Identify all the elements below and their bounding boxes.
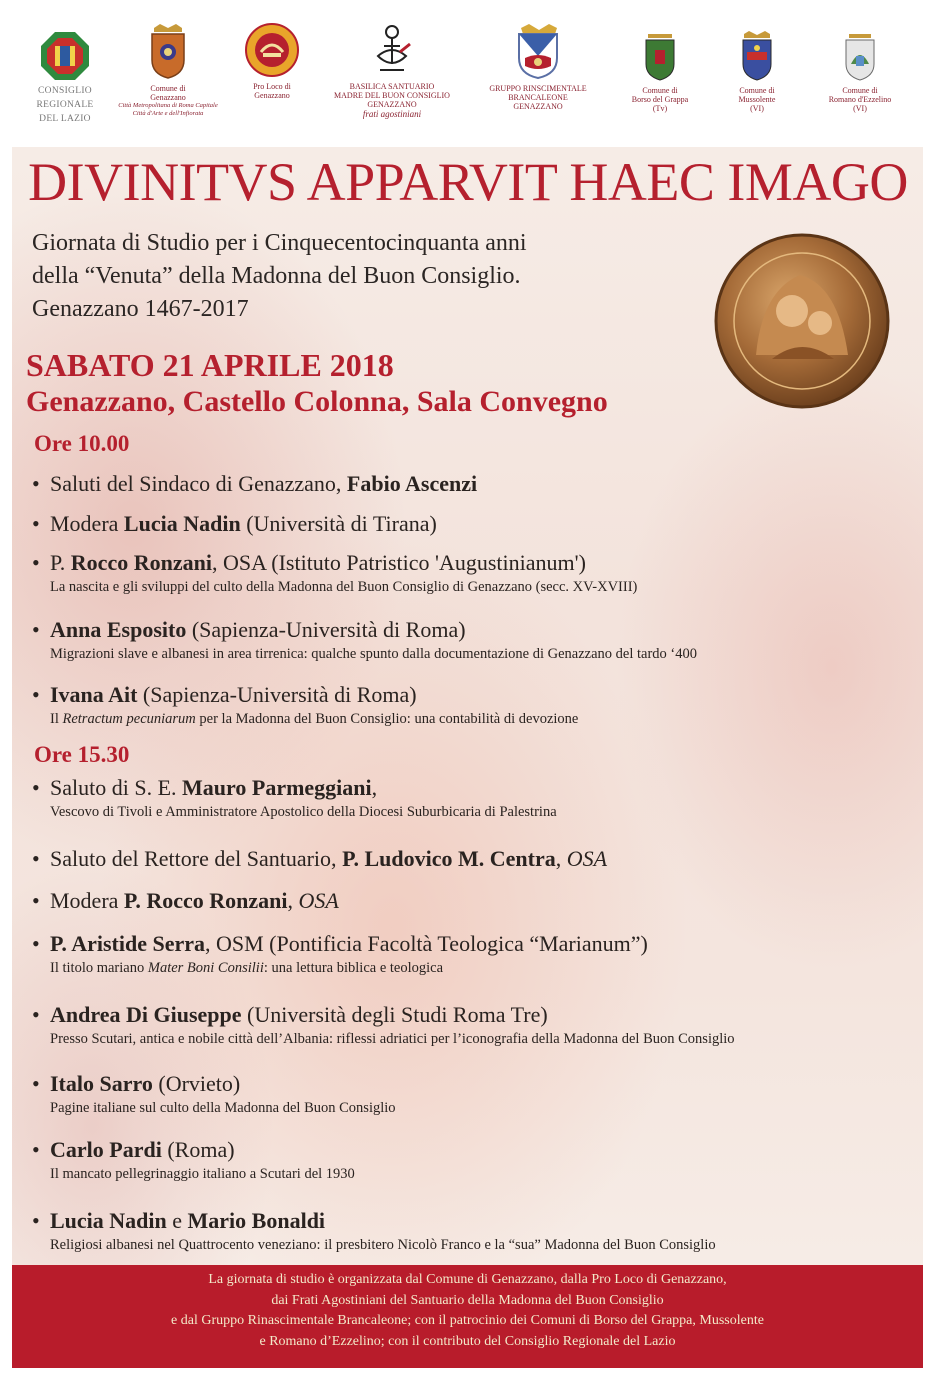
program-item: • P. Aristide Serra, OSM (Pontificia Facoltà Teologica “Marianum”) Il titolo mariano Mater Boni Consilii: una lettura biblica e teologica: [32, 931, 917, 977]
item-text: Saluti del Sindaco di Genazzano,: [50, 471, 347, 496]
speaker-name: P. Aristide Serra: [50, 931, 205, 956]
mussolente-crest-icon: [738, 30, 776, 82]
romano-caption-3: (VI): [853, 104, 867, 114]
genazzano-caption-1: Comune di: [150, 84, 186, 93]
subtitle-line-3: Genazzano 1467-2017: [32, 296, 249, 322]
talk-title: [32, 710, 917, 728]
pro-loco-caption-2: Genazzano: [254, 91, 290, 101]
affiliation-italic: OSA: [298, 888, 339, 913]
footer-line-4: e Romano d’Ezzelino; con il contributo del Consiglio Regionale del Lazio: [259, 1333, 676, 1349]
affiliation-italic: OSA: [566, 846, 608, 871]
consiglio-caption-3: DEL LAZIO: [39, 114, 91, 124]
program-item: • Anna Esposito (Sapienza-Università di Roma) Migrazioni slave e albanesi in area tirrenica: qualche spunto dalla documentazione di Genazzano del tardo ‘400: [32, 617, 917, 663]
speaker-name: P. Rocco Ronzani: [123, 888, 288, 913]
talk-italic: Retractum pecuniarum: [62, 711, 196, 727]
talk-text: Il titolo mariano: [50, 960, 148, 976]
consiglio-caption-1: CONSIGLIO: [38, 86, 92, 96]
genazzano-caption-3: Città Metropolitana di Roma Capitale: [118, 102, 218, 110]
speaker-name: Andrea Di Giuseppe: [50, 1002, 242, 1027]
madonna-medal-icon: [712, 231, 892, 411]
borso-caption-2: Borso del Grappa: [631, 95, 689, 105]
affiliation: ,: [371, 775, 378, 800]
basilica-caption-1: BASILICA SANTUARIO: [349, 82, 435, 91]
organizers-footer: [12, 1265, 923, 1368]
consiglio-caption-2: REGIONALE: [36, 100, 94, 110]
event-venue: Genazzano, Castello Colonna, Sala Convegno: [26, 385, 608, 418]
affiliation: , OSA (Istituto Patristico 'Augustinianum'): [211, 550, 586, 575]
footer-line-1: La giornata di studio è organizzata dal Comune di Genazzano, dalla Pro Loco di Genazzano,: [208, 1272, 727, 1287]
footer-line-3: e dal Gruppo Rinascimentale Brancaleone; con il patrocinio dei Comuni di Borso del Grappa, Mussolente: [171, 1313, 764, 1328]
talk-title: Religiosi albanesi nel Quattrocento veneziano: il presbitero Nicolò Franco e la “sua” Madonna del Buon Consiglio: [50, 1237, 716, 1253]
genazzano-crest-icon: [148, 22, 188, 80]
mussolente-caption-2: Mussolente: [738, 95, 776, 105]
logo-basilica: [322, 22, 462, 119]
program-item: • Carlo Pardi (Roma) Il mancato pellegrinaggio italiano a Scutari del 1930: [32, 1137, 917, 1183]
gruppo-caption-3: GENAZZANO: [513, 102, 563, 112]
speaker-name: Mauro Parmeggiani: [182, 775, 372, 800]
basilica-caption-4: frati agostiniani: [362, 108, 422, 119]
basilica-emblem-icon: [370, 22, 414, 78]
talk-italic: Mater Boni Consilii: [147, 960, 264, 976]
pro-loco-caption-1: Pro Loco di: [253, 82, 291, 91]
talk-text: Il: [50, 711, 63, 727]
logo-gruppo-brancaleone: [478, 22, 598, 112]
logo-romano-ezzelino: [808, 30, 912, 114]
affiliation: ,: [287, 888, 299, 913]
event-date: SABATO 21 APRILE 2018: [26, 347, 394, 383]
program-item: • Saluto di S. E. Mauro Parmeggiani, Vescovo di Tivoli e Amministratore Apostolico della Diocesi Suburbicaria di Palestrina: [32, 775, 917, 821]
subtitle-line-1: Giornata di Studio per i Cinquecentocinquanta anni: [32, 230, 527, 256]
romano-caption-2: Romano d'Ezzelino: [828, 95, 892, 105]
talk-text: : una lettura biblica e teologica: [263, 960, 444, 976]
brancaleone-crest-icon: [513, 22, 563, 80]
logo-mussolente: [722, 30, 792, 114]
basilica-caption-3: GENAZZANO: [367, 100, 417, 110]
consiglio-regionale-emblem-icon: [39, 30, 91, 82]
speaker-name: Italo Sarro: [50, 1071, 153, 1096]
borso-crest-icon: [642, 30, 678, 82]
affiliation: (Università degli Studi Roma Tre): [241, 1002, 548, 1027]
talk-title: Presso Scutari, antica e nobile città dell’Albania: riflessi adriatici per l’iconografia della Madonna del Buon Consiglio: [50, 1031, 735, 1047]
subtitle: [32, 227, 527, 326]
borso-caption-1: Comune di: [642, 86, 678, 95]
program-item: • Lucia Nadin e Mario Bonaldi Religiosi albanesi nel Quattrocento veneziano: il presbitero Nicolò Franco e la “sua” Madonna del Buon Consiglio: [32, 1208, 917, 1254]
logo-pro-loco: [240, 22, 304, 100]
program-panel: [12, 147, 923, 1265]
session-time-2: Ore 15.30: [34, 742, 130, 767]
program-item: • Andrea Di Giuseppe (Università degli Studi Roma Tre) Presso Scutari, antica e nobile città dell’Albania: riflessi adriatici per l’iconografia della Madonna del Buon Consiglio: [32, 1002, 917, 1048]
program-item: • Ivana Ait (Sapienza-Università di Roma) Il Retractum pecuniarum per la Madonna del Buon Consiglio: una contabilità di devozione: [32, 682, 917, 728]
affiliation: , OSM (Pontificia Facoltà Teologica “Marianum”): [205, 931, 648, 956]
speaker-name: Carlo Pardi: [50, 1137, 162, 1162]
item-text: Modera: [50, 888, 124, 913]
speaker-name: Lucia Nadin: [123, 511, 241, 536]
affiliation: (Sapienza-Università di Roma): [137, 682, 417, 707]
speaker-name: Lucia Nadin: [50, 1208, 167, 1233]
speaker-name: Anna Esposito: [50, 617, 187, 642]
sponsor-strip: [0, 0, 935, 140]
speaker-name: P. Ludovico M. Centra: [342, 846, 556, 871]
gruppo-caption-1: GRUPPO RINSCIMENTALE: [489, 84, 587, 93]
borso-caption-3: (Tv): [652, 104, 668, 114]
talk-title: Pagine italiane sul culto della Madonna del Buon Consiglio: [50, 1100, 396, 1116]
program-item: • P. Rocco Ronzani, OSA (Istituto Patristico 'Augustinianum') La nascita e gli sviluppi del culto della Madonna del Buon Consiglio di Genazzano (secc. XV-XVIII): [32, 550, 917, 596]
speaker-name: Rocco Ronzani: [70, 550, 212, 575]
program-item: • Saluto del Rettore del Santuario, P. Ludovico M. Centra, OSA: [32, 846, 608, 871]
speaker-name: Mario Bonaldi: [187, 1208, 326, 1233]
item-text: e: [166, 1208, 188, 1233]
mussolente-caption-3: (VI): [750, 104, 764, 114]
romano-crest-icon: [841, 30, 879, 82]
program-item: • Modera P. Rocco Ronzani, OSA: [32, 888, 339, 913]
logo-comune-genazzano: [112, 22, 224, 118]
program-item: • Saluti del Sindaco di Genazzano, Fabio Ascenzi: [32, 471, 478, 496]
session-time-1: Ore 10.00: [34, 431, 130, 456]
basilica-caption-2: MADRE DEL BUON CONSIGLIO: [334, 91, 450, 101]
affiliation: (Roma): [161, 1137, 235, 1162]
romano-caption-1: Comune di: [842, 86, 878, 95]
speaker-name: Ivana Ait: [50, 682, 138, 707]
genazzano-caption-2: Genazzano: [150, 93, 186, 103]
talk-title: La nascita e gli sviluppi del culto della Madonna del Buon Consiglio di Genazzano (secc. XV-XVIII): [50, 579, 638, 595]
item-text: Modera: [50, 511, 124, 536]
item-text: P.: [50, 550, 71, 575]
affiliation: (Orvieto): [152, 1071, 241, 1096]
program-item: • Modera Lucia Nadin (Università di Tirana): [32, 511, 437, 536]
talk-title: [32, 959, 917, 977]
affiliation: (Università di Tirana): [240, 511, 437, 536]
item-text: Saluto di S. E.: [50, 775, 183, 800]
talk-title: Il mancato pellegrinaggio italiano a Scutari del 1930: [50, 1166, 355, 1182]
gruppo-caption-2: BRANCALEONE: [508, 93, 568, 103]
footer-line-2: dai Frati Agostiniani del Santuario della Madonna del Buon Consiglio: [271, 1292, 664, 1308]
talk-title: Vescovo di Tivoli e Amministratore Apostolico della Diocesi Suburbicaria di Palestrina: [50, 804, 557, 820]
affiliation: ,: [555, 846, 567, 871]
affiliation: (Sapienza-Università di Roma): [186, 617, 466, 642]
talk-title: Migrazioni slave e albanesi in area tirrenica: qualche spunto dalla documentazione di Genazzano del tardo ‘400: [50, 646, 697, 662]
talk-text: per la Madonna del Buon Consiglio: una contabilità di devozione: [195, 711, 579, 727]
genazzano-caption-4: Città d'Arte e dell'Infiorata: [132, 110, 204, 118]
logo-borso-del-grappa: [614, 30, 706, 114]
program-item: • Italo Sarro (Orvieto) Pagine italiane sul culto della Madonna del Buon Consiglio: [32, 1071, 917, 1117]
mussolente-caption-1: Comune di: [739, 86, 775, 95]
item-text: Saluto del Rettore del Santuario,: [50, 846, 343, 871]
subtitle-line-2: della “Venuta” della Madonna del Buon Consiglio.: [32, 263, 521, 289]
logo-consiglio-regionale: [30, 30, 100, 124]
pro-loco-emblem-icon: [243, 22, 301, 78]
speaker-name: Fabio Ascenzi: [346, 471, 478, 496]
poster-title: DIVINITVS APPARVIT HAEC IMAGO: [28, 152, 908, 212]
